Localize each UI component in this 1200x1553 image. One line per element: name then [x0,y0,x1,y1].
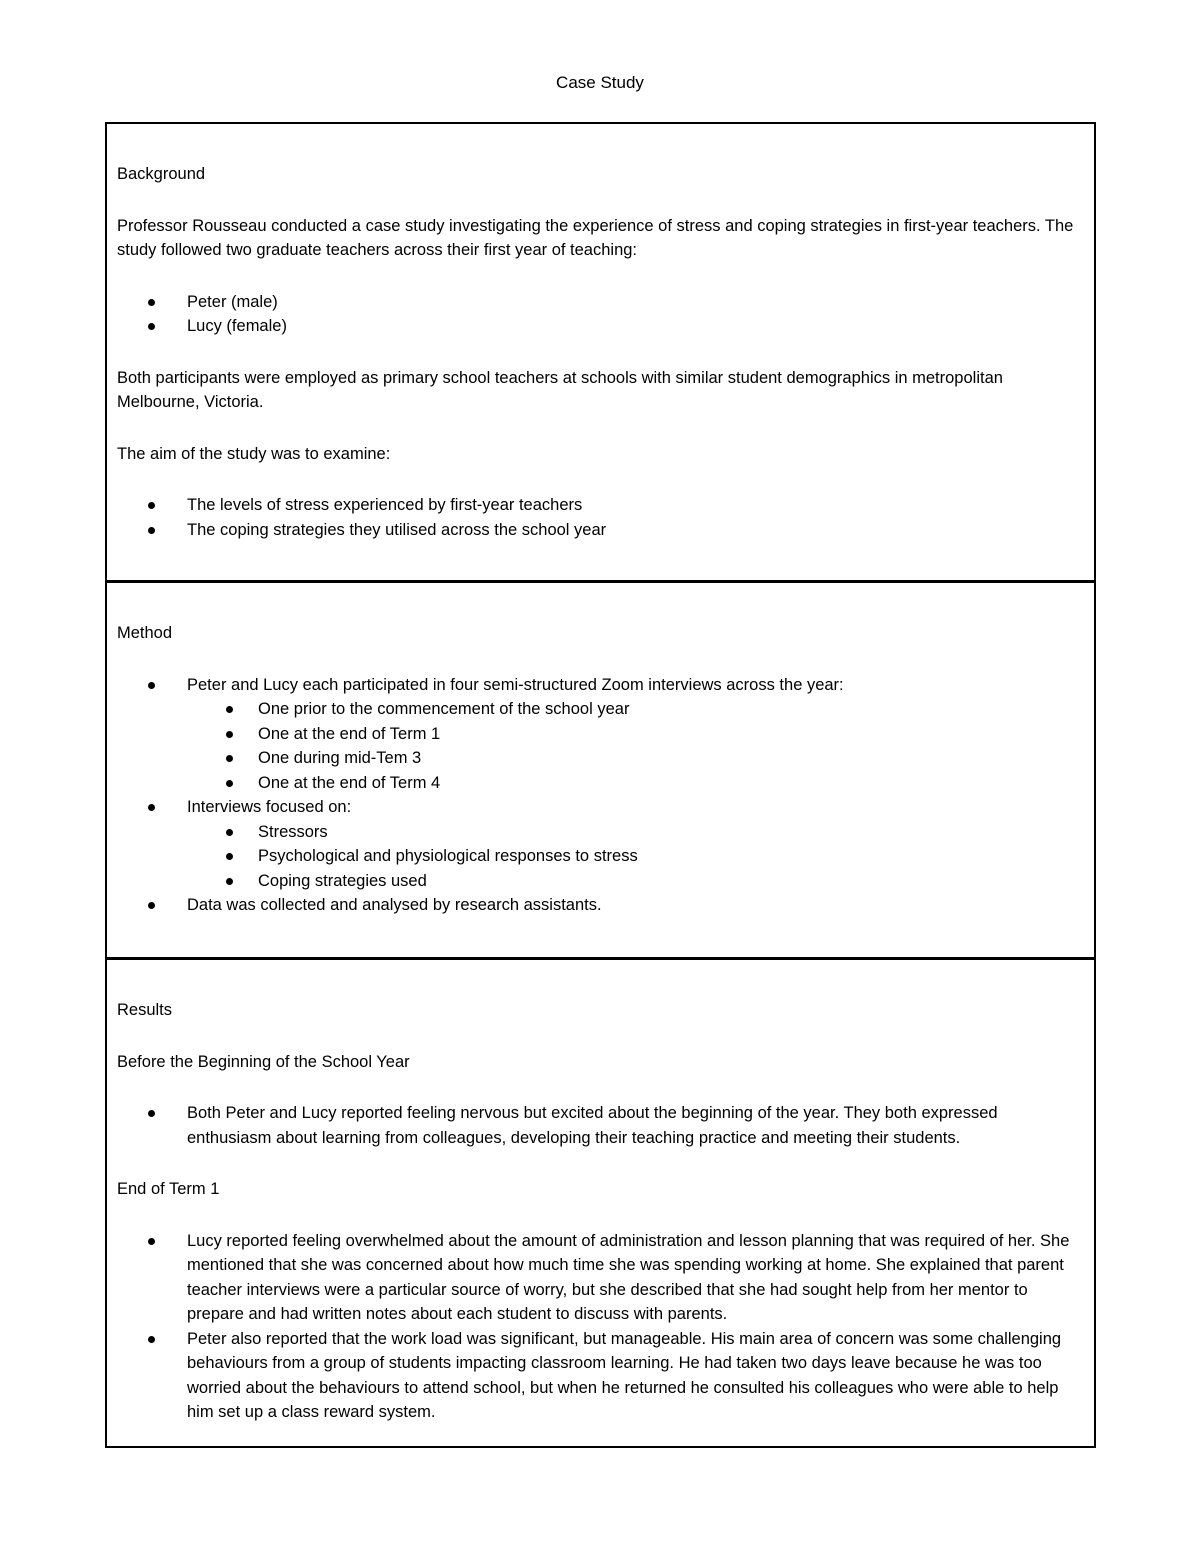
bullet-icon [148,323,155,330]
before-year-heading: Before the Beginning of the School Year [117,1052,410,1071]
bullet-icon [148,1336,155,1343]
background-intro: Professor Rousseau conducted a case study investigating the experience of stress and coping strategies in first-year teachers. The study followed two graduate teachers across their first year of teaching: [117,216,1074,259]
employment-text: Both participants were employed as primary school teachers at schools with similar student demographics in metropolitan Melbourne, Victoria. [117,368,1003,411]
background-section [107,124,1094,580]
bullet-icon [148,1110,155,1117]
bullet-icon [148,527,155,534]
list-item: Interviews focused on: Stressors Psychological and physiological responses to stress Coping strategies used [117,795,1084,893]
list-item: Stressors [187,820,1084,845]
bullet-icon [226,706,233,713]
interview-focus-list [187,820,1084,894]
background-heading: Background [117,165,206,183]
method-heading: Method [117,624,173,642]
list-item: Data was collected and analysed by research assistants. [117,893,1084,918]
list-item: Peter and Lucy each participated in four semi-structured Zoom interviews across the year: One prior to the commencement of the school year One at the end of Term 1 One during mid-Tem 3 One at the end of Term 4 [117,673,1084,796]
bullet-icon [226,829,233,836]
before-year-list [117,1101,1084,1150]
bullet-icon [226,878,233,885]
bullet-icon [148,902,155,909]
list-item: Peter also reported that the work load was significant, but manageable. His main area of concern was some challenging behaviours from a group of students impacting classroom learning. He had taken two days leave because he was too worried about the behaviours to attend school, but when he returned he consulted his colleagues who were able to help him set up a class reward system. [117,1327,1084,1425]
method-list [117,673,1084,918]
list-item: One during mid-Tem 3 [187,746,1084,771]
list-item: The coping strategies they utilised across the school year [117,518,1084,543]
list-item: Lucy (female) [117,314,1084,339]
bullet-icon [226,853,233,860]
list-item: One at the end of Term 1 [187,722,1084,747]
list-item: One prior to the commencement of the school year [187,697,1084,722]
aim-intro: The aim of the study was to examine: [117,444,391,463]
bullet-icon [148,299,155,306]
results-heading: Results [117,1001,173,1019]
bullet-icon [148,1238,155,1245]
case-study-box [105,122,1096,1448]
results-section [107,957,1094,1446]
list-item: Psychological and physiological responses to stress [187,844,1084,869]
list-item: Coping strategies used [187,869,1084,894]
list-item: One at the end of Term 4 [187,771,1084,796]
list-item: The levels of stress experienced by first-year teachers [117,493,1084,518]
bullet-icon [226,755,233,762]
list-item: Lucy reported feeling overwhelmed about the amount of administration and lesson planning that was required of her. She mentioned that she was concerned about how much time she was spending working at home. She explained that parent teacher interviews were a particular source of worry, but she described that she had sought help from her mentor to prepare and had written notes about each student to discuss with parents. [117,1229,1084,1327]
term1-heading: End of Term 1 [117,1180,220,1198]
bullet-icon [226,731,233,738]
bullet-icon [148,804,155,811]
page-title: Case Study [556,73,644,92]
list-item: Peter (male) [117,290,1084,315]
interview-schedule-list [187,697,1084,795]
bullet-icon [148,502,155,509]
bullet-icon [226,780,233,787]
term1-list [117,1229,1084,1425]
participants-list [117,290,1084,339]
bullet-icon [148,682,155,689]
list-item: Both Peter and Lucy reported feeling nervous but excited about the beginning of the year. They both expressed enthusiasm about learning from colleagues, developing their teaching practice and meeting their students. [117,1101,1084,1150]
aims-list [117,493,1084,542]
method-section [107,580,1094,957]
